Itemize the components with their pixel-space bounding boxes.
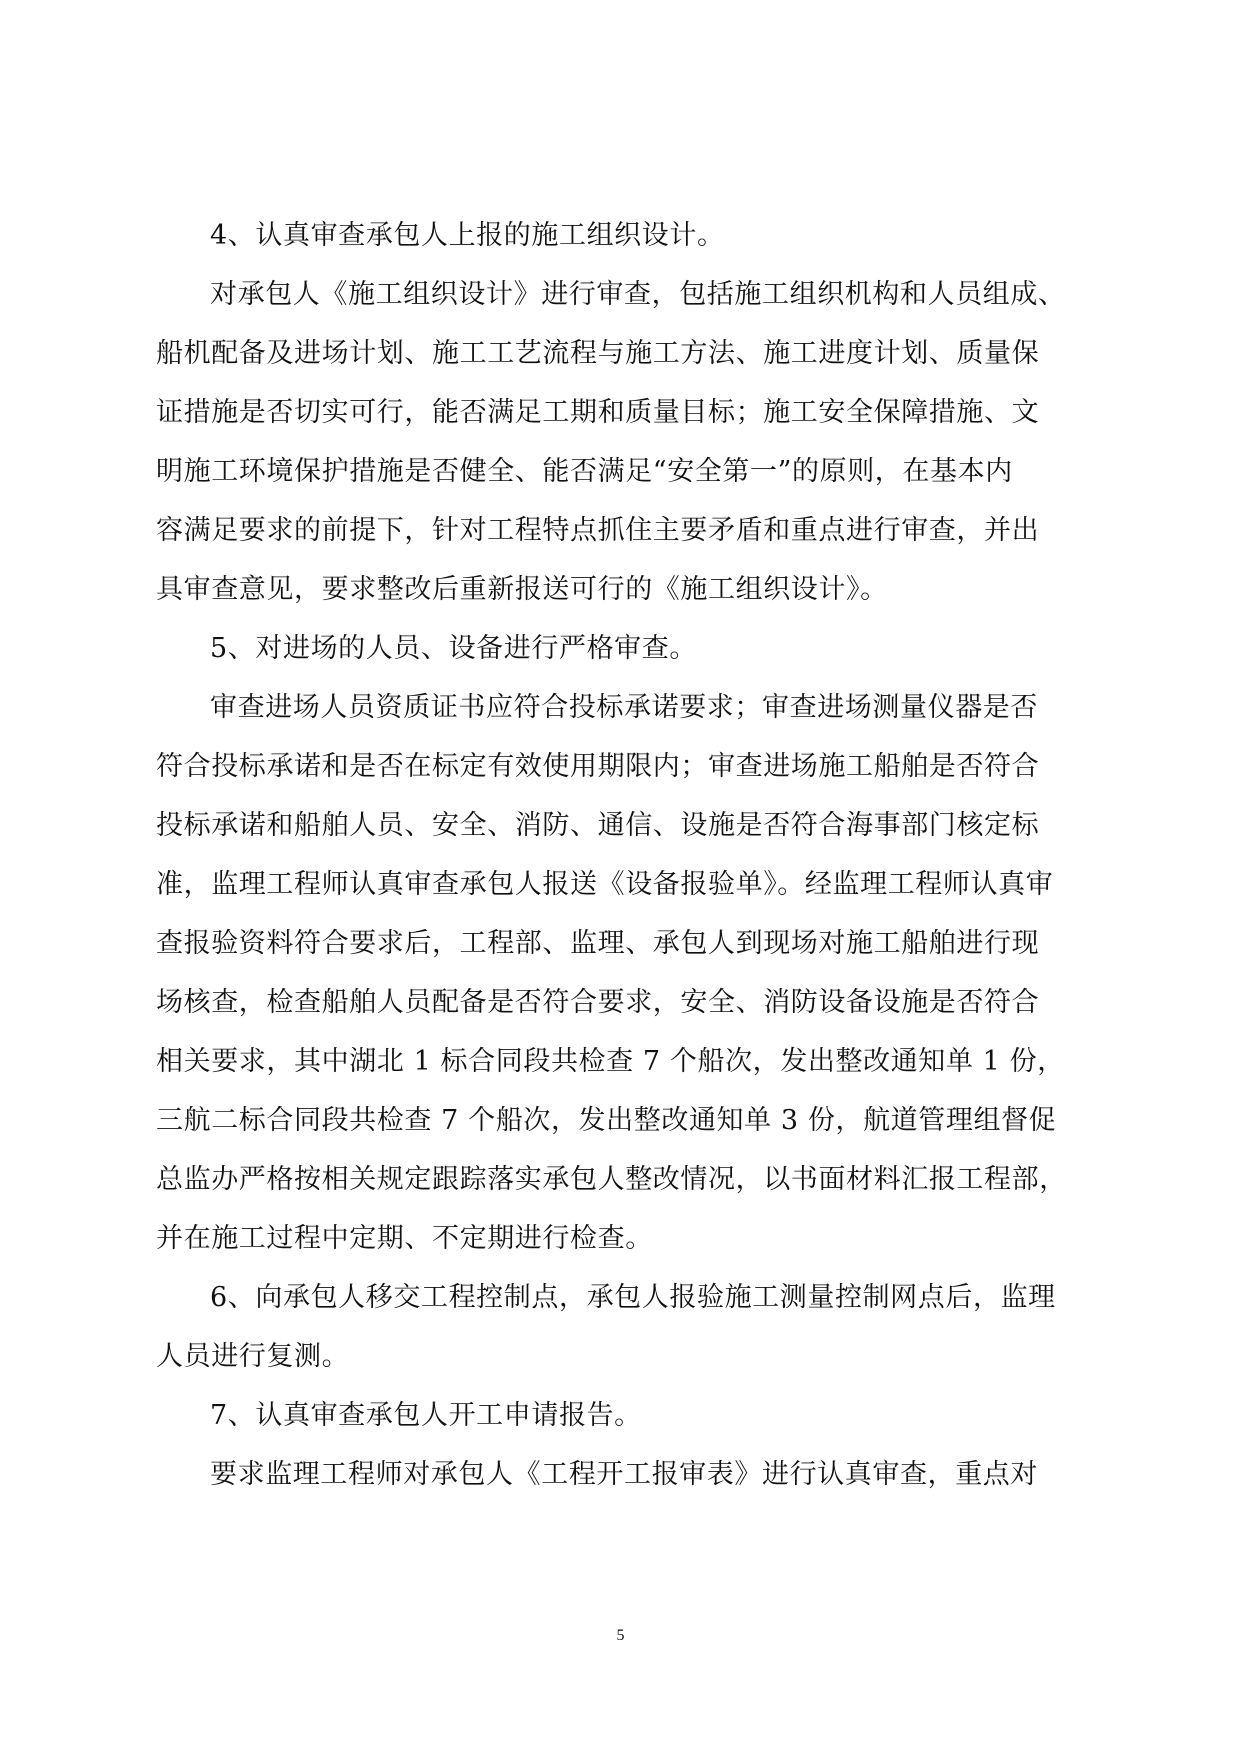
paragraph-line: 人员进行复测。: [156, 1341, 350, 1372]
paragraph-line: 场核查，检查船舶人员配备是否符合要求，安全、消防设备设施是否符合: [156, 987, 1040, 1018]
paragraph-line: 要求监理工程师对承包人《工程开工报审表》进行认真审查，重点对: [210, 1459, 1038, 1490]
paragraph-line: 对承包人《施工组织设计》进行审查，包括施工组织机构和人员组成、: [210, 279, 1066, 310]
paragraph-line: 船机配备及进场计划、施工工艺流程与施工方法、施工进度计划、质量保: [156, 338, 1040, 369]
paragraph-line: 三航二标合同段共检查 7 个船次，发出整改通知单 3 份，航道管理组督促: [156, 1105, 1057, 1136]
page-number: 5: [616, 1627, 625, 1644]
paragraph-line: 审查进场人员资质证书应符合投标承诺要求；审查进场测量仪器是否: [210, 692, 1038, 723]
section-heading-4: 4、认真审查承包人上报的施工组织设计。: [210, 220, 725, 251]
paragraph-line: 相关要求，其中湖北 1 标合同段共检查 7 个船次，发出整改通知单 1 份，: [156, 1046, 1065, 1077]
document-body: [156, 206, 1086, 1504]
section-heading-7: 7、认真审查承包人开工申请报告。: [210, 1400, 642, 1431]
paragraph-line: 并在施工过程中定期、不定期进行检查。: [156, 1223, 653, 1254]
paragraph-line: 总监办严格按相关规定跟踪落实承包人整改情况，以书面材料汇报工程部，: [156, 1164, 1067, 1195]
paragraph-line: 准，监理工程师认真审查承包人报送《设备报验单》。经监理工程师认真审: [156, 869, 1054, 900]
paragraph-line: 证措施是否切实可行，能否满足工期和质量目标；施工安全保障措施、文: [156, 397, 1040, 428]
paragraph-line: 投标承诺和船舶人员、安全、消防、通信、设施是否符合海事部门核定标: [156, 810, 1040, 841]
section-heading-5: 5、对进场的人员、设备进行严格审查。: [210, 633, 697, 664]
paragraph-line: 容满足要求的前提下，针对工程特点抓住主要矛盾和重点进行审查，并出: [156, 515, 1040, 546]
paragraph-line: 明施工环境保护措施是否健全、能否满足“安全第一”的原则，在基本内: [156, 456, 1013, 487]
paragraph-line: 符合投标承诺和是否在标定有效使用期限内；审查进场施工船舶是否符合: [156, 751, 1040, 782]
paragraph-line: 查报验资料符合要求后，工程部、监理、承包人到现场对施工船舶进行现: [156, 928, 1040, 959]
section-heading-6: 6、向承包人移交工程控制点，承包人报验施工测量控制网点后，监理: [210, 1282, 1056, 1313]
paragraph-line: 具审查意见，要求整改后重新报送可行的《施工组织设计》。: [156, 574, 888, 605]
